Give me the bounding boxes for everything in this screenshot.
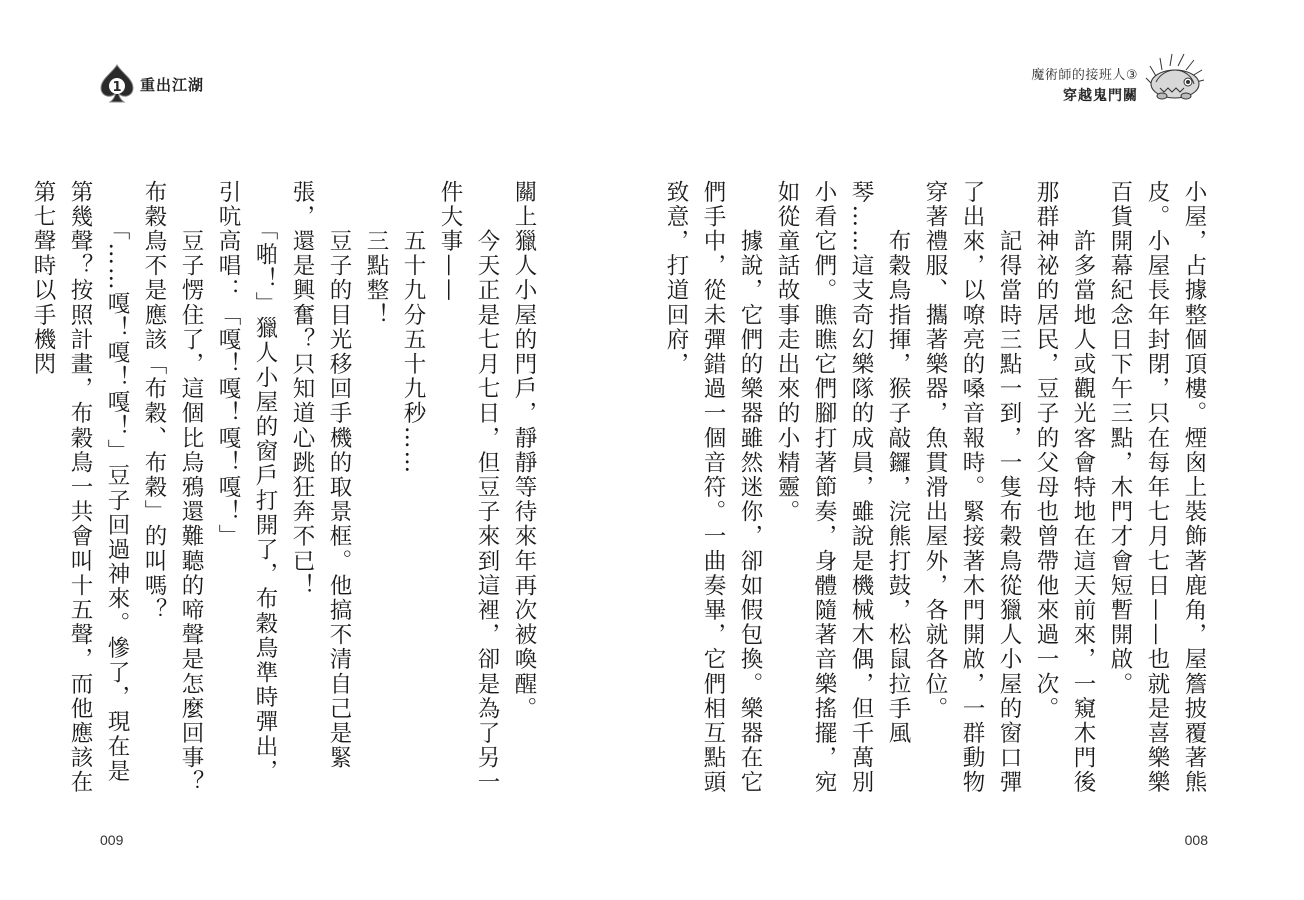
- right-page-body: [663, 180, 1212, 800]
- left-page-body: [30, 180, 542, 800]
- paragraph: 記得當時三點一到，一隻布穀鳥從獵人小屋的窗口彈了出來，以嘹亮的嗓音報時。緊接著木門開啟，一群動物穿著禮服、攜著樂器，魚貫滑出屋外，各就各位。: [922, 180, 1022, 795]
- book-header: [1031, 48, 1208, 105]
- paragraph: 五十九分五十九秒……: [400, 180, 426, 476]
- paragraph: 豆子愣住了，這個比烏鴉還難聽的啼聲是怎麼回事？布穀鳥不是應該「布穀、布穀」的叫嗎？: [141, 180, 204, 795]
- paragraph: 三點整！: [363, 180, 389, 328]
- svg-text:1: 1: [112, 80, 122, 95]
- spade-icon: [100, 64, 134, 104]
- paragraph: 小屋，占據整個頂樓。煙囪上裝飾著鹿角，屋簷披覆著熊皮。小屋長年封閉，只在每年七月七日——也就是喜樂樂百貨開幕紀念日下午三點，木門才會短暫開啟。: [1107, 180, 1207, 795]
- paragraph: 豆子的目光移回手機的取景框。他搞不清自己是緊張，還是興奮？只知道心跳狂奔不已！: [289, 180, 352, 771]
- page-number: 009: [100, 832, 124, 848]
- paragraph: 據說，它們的樂器雖然迷你，卻如假包換。樂器在它們手中，從未彈錯過一個音符。一曲奏畢，它們相互點頭致意，打道回府，: [663, 180, 763, 795]
- chapter-title: 重出江湖: [140, 75, 205, 94]
- hedgehog-icon: [1142, 48, 1208, 104]
- series-title: 魔術師的接班人③: [1031, 68, 1138, 83]
- paragraph: 關上獵人小屋的門戶，靜靜等待來年再次被喚醒。: [511, 180, 537, 722]
- right-page: [652, 0, 1304, 900]
- paragraph: 「啪！」獵人小屋的窗戶打開了，布穀鳥準時彈出，引吭高唱：「嘎！嘎！嘎！嘎！」: [215, 180, 278, 784]
- volume-title: 穿越鬼門關: [1063, 88, 1138, 104]
- chapter-header: [100, 64, 204, 104]
- page-number: 008: [1184, 832, 1208, 848]
- paragraph: 許多當地人或觀光客會特地在這天前來，一窺木門後那群神祕的居民，豆子的父母也曾帶他來過一次。: [1033, 180, 1096, 795]
- paragraph: 「……嘎！嘎！嘎！」豆子回過神來。慘了，現在是第幾聲？按照計畫，布穀鳥一共會叫十五聲，而他應該在第七聲時以手機閃: [30, 180, 130, 795]
- paragraph: 今天正是七月七日，但豆子來到這裡，卻是為了另一件大事——: [437, 180, 500, 795]
- paragraph: 布穀鳥指揮，猴子敲鑼，浣熊打鼓，松鼠拉手風琴……這支奇幻樂隊的成員，雖說是機械木偶，但千萬別小看它們。瞧瞧它們腳打著節奏，身體隨著音樂搖擺，宛如從童話故事走出來的小精靈。: [774, 180, 911, 795]
